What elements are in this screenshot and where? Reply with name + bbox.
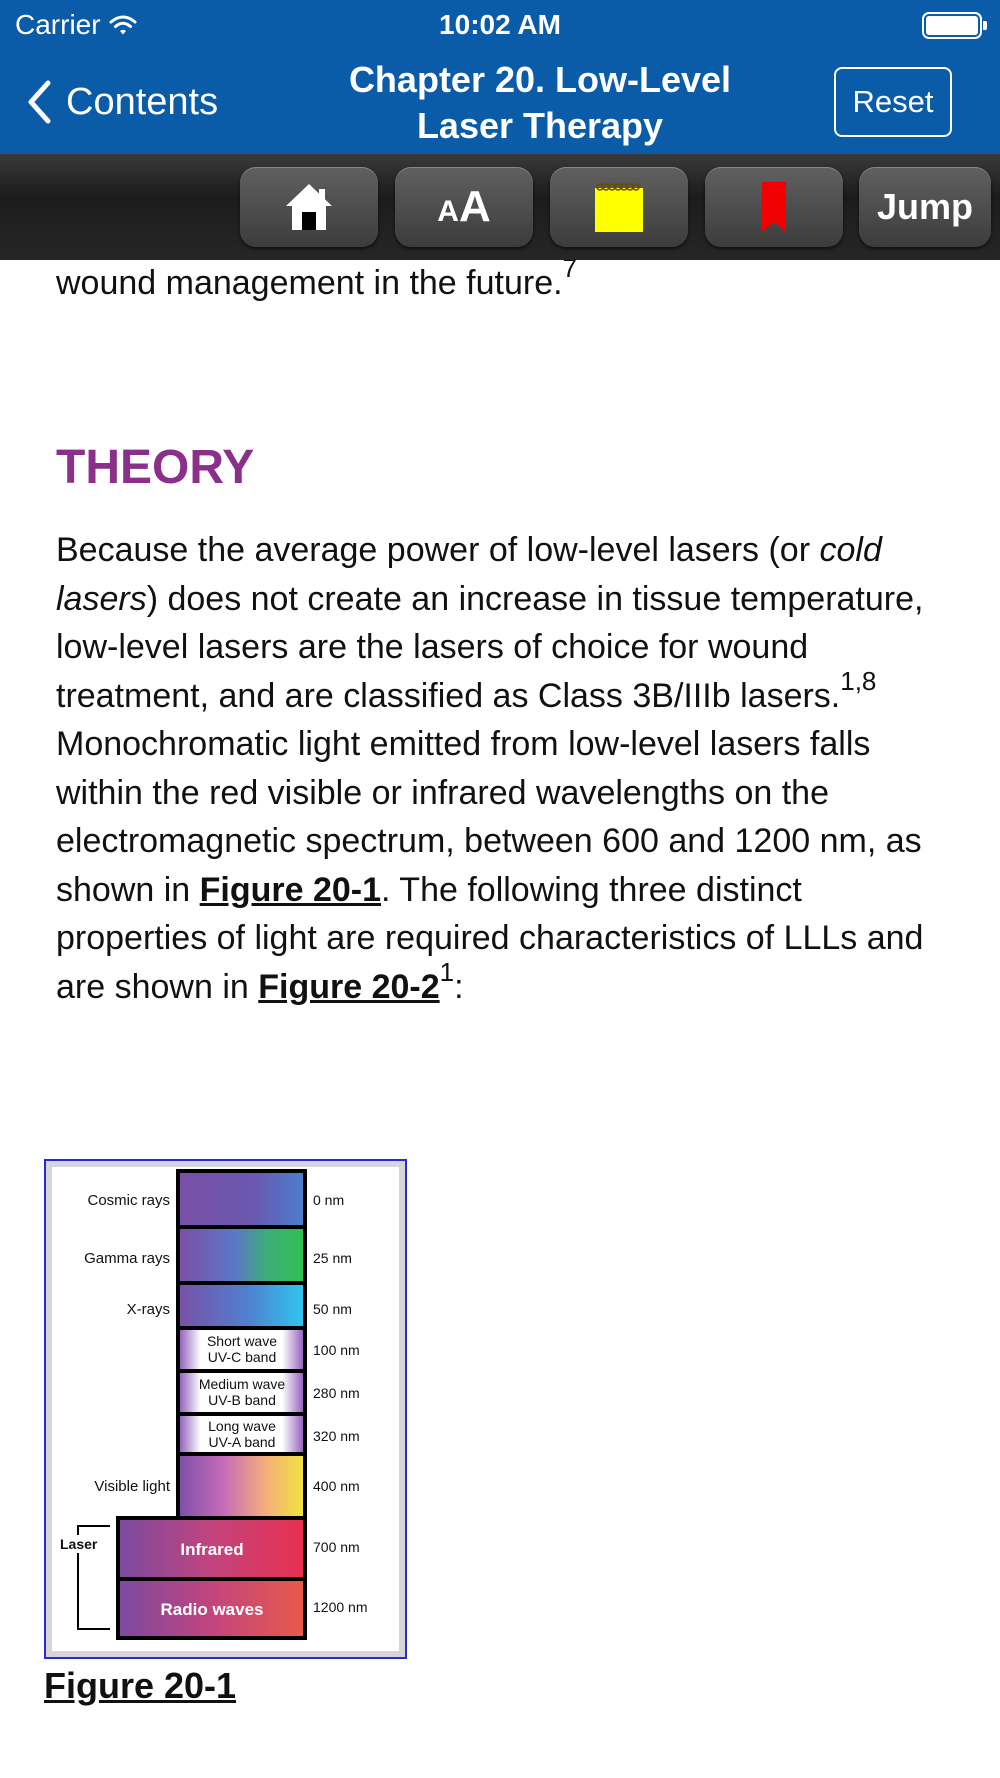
gamma-rays-band (178, 1227, 305, 1283)
wavelength-1200nm: 1200 nm (313, 1599, 368, 1615)
theory-text-3: Monochromatic light emitted from low-level lasers falls within the red visible or infrared wavelengths on the electromagnetic spectrum, between 600 and 1200 nm, as shown in (56, 725, 922, 909)
bookmark-button[interactable] (705, 167, 843, 247)
figure-20-1-image[interactable] (44, 1159, 407, 1659)
battery-icon (922, 12, 982, 39)
wavelength-25nm: 25 nm (313, 1250, 352, 1266)
bookmark-icon (761, 182, 787, 232)
reference-1[interactable]: 1 (439, 957, 455, 988)
carrier-label: Carrier (15, 9, 101, 40)
note-button[interactable] (550, 167, 688, 247)
theory-paragraph (56, 526, 956, 1011)
page-title (290, 57, 790, 149)
status-bar (0, 0, 1000, 50)
navigation-header (0, 0, 1000, 154)
back-button[interactable] (26, 76, 218, 128)
spectrum-diagram-svg (52, 1167, 399, 1651)
font-size-icon (437, 182, 490, 232)
article-content (0, 260, 1000, 1778)
figure-20-1-caption[interactable]: Figure 20-1 (44, 1665, 237, 1706)
label-uv-c-line-1: Short wave (206, 1333, 278, 1349)
jump-button[interactable]: Jump (859, 167, 991, 247)
font-size-small-letter: A (437, 195, 459, 228)
figure-20-2-link[interactable]: Figure 20-2 (258, 967, 440, 1006)
sticky-note-icon (593, 182, 645, 232)
clock: 10:02 AM (439, 9, 561, 40)
label-uv-b-line-1: Medium wave (198, 1376, 286, 1392)
wavelength-700nm: 700 nm (313, 1539, 360, 1555)
label-uv-b-line-2: UV-B band (208, 1392, 276, 1408)
home-icon (282, 180, 336, 234)
intro-paragraph (56, 260, 956, 307)
theory-text-5: : (454, 967, 464, 1006)
label-laser: Laser (60, 1536, 98, 1552)
x-rays-band (178, 1283, 305, 1328)
wavelength-320nm: 320 nm (313, 1428, 360, 1444)
theory-text-4: . The following three distinct properties of light are required characteristics of LLLs and are shown in (56, 870, 924, 1006)
wavelength-100nm: 100 nm (313, 1342, 360, 1358)
spectrum-diagram (52, 1167, 399, 1651)
figure-20-1-link[interactable]: Figure 20-1 (199, 870, 382, 909)
theory-text-2: ) does not create an increase in tissue temperature, low-level lasers are the lasers of choice for wound treatment, and are classified as Class 3B/IIIb lasers. (56, 579, 924, 715)
cosmic-rays-band (178, 1171, 305, 1227)
font-size-button[interactable] (395, 167, 533, 247)
reference-7[interactable]: 7 (562, 260, 578, 284)
label-uv-a-line-2: UV-A band (208, 1434, 276, 1450)
label-gamma-rays: Gamma rays (84, 1250, 170, 1267)
label-uv-a-line-1: Long wave (208, 1418, 276, 1434)
section-heading-theory: THEORY (56, 441, 255, 494)
label-cosmic-rays: Cosmic rays (87, 1192, 170, 1209)
label-infrared: Infrared (180, 1540, 244, 1559)
reader-toolbar (0, 154, 1000, 260)
wavelength-50nm: 50 nm (313, 1301, 352, 1317)
theory-text-1: Because the average power of low-level lasers (or (56, 531, 820, 569)
home-button[interactable] (240, 167, 378, 247)
theory-italic-term: cold lasers (56, 531, 882, 618)
intro-text: wound management in the future. (56, 263, 563, 302)
reference-1-8[interactable]: 1,8 (840, 666, 877, 697)
reset-button[interactable]: Reset (834, 67, 952, 137)
label-radio-waves: Radio waves (160, 1600, 264, 1619)
label-x-rays: X-rays (126, 1301, 170, 1318)
label-uv-c-line-2: UV-C band (207, 1349, 277, 1365)
wavelength-400nm: 400 nm (313, 1478, 360, 1494)
font-size-big-letter: A (458, 182, 491, 231)
page-title-line-2: Laser Therapy (416, 105, 664, 146)
page-title-line-1: Chapter 20. Low-Level (348, 59, 732, 100)
visible-light-band (178, 1454, 305, 1518)
wavelength-0nm: 0 nm (313, 1192, 345, 1208)
back-button-label: Contents (66, 80, 219, 123)
label-visible-light: Visible light (94, 1478, 170, 1495)
wavelength-280nm: 280 nm (313, 1385, 360, 1401)
chevron-left-icon (26, 79, 52, 125)
